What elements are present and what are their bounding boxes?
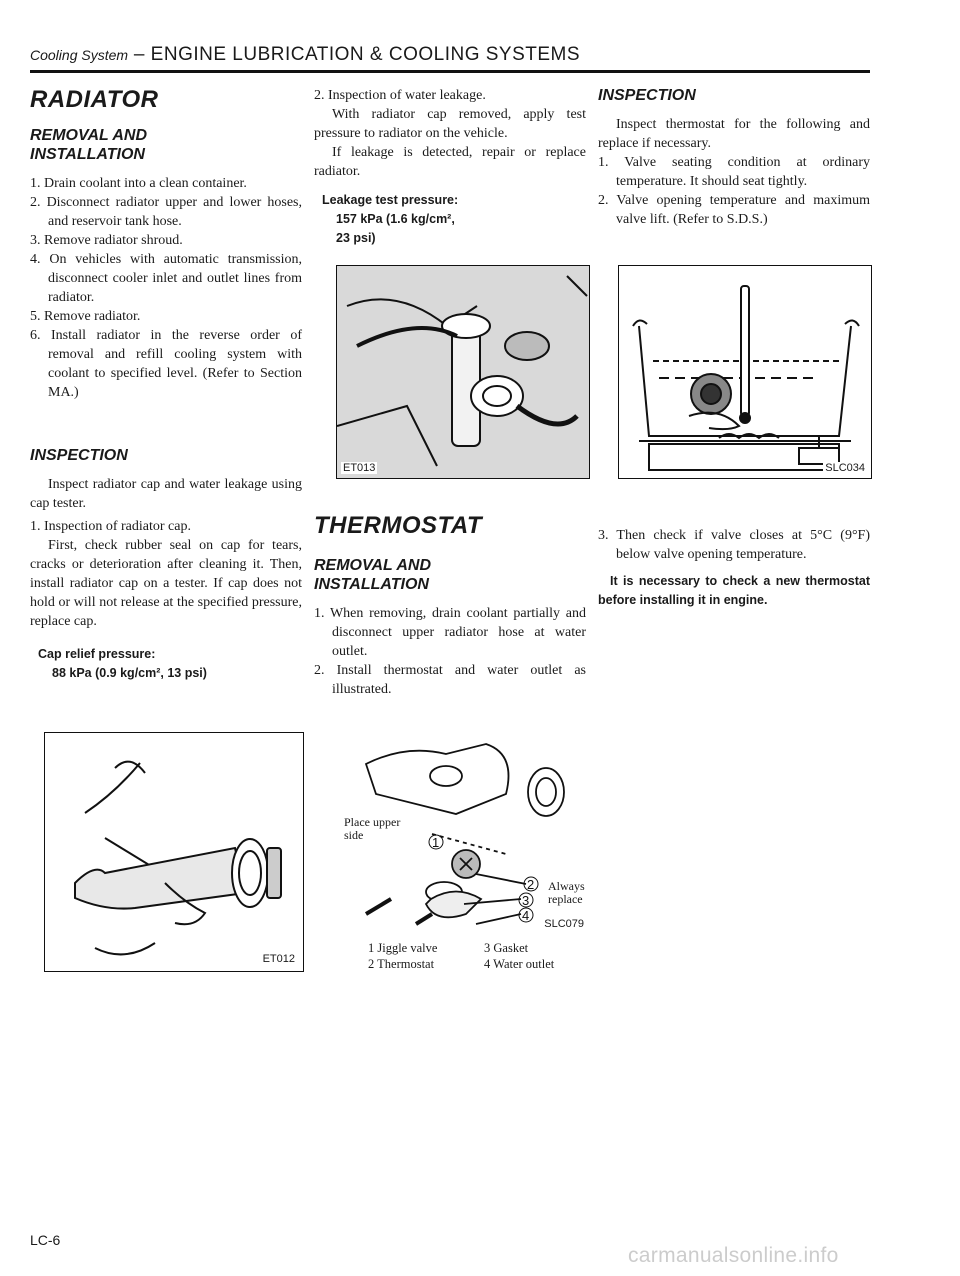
removal-step: 2. Disconnect radiator upper and lower hoses, and reservoir tank hose.	[30, 195, 302, 229]
cap-step: 1. Inspection of radiator cap.	[30, 519, 191, 534]
separator: –	[128, 44, 151, 65]
leak-spec-value: 157 kPa (1.6 kg/cm²,	[336, 212, 455, 226]
inspection-step: 1. Valve seating condition at ordinary temperature. It should seat tightly.	[598, 155, 870, 189]
leak-text: With radiator cap removed, apply test pressure to radiator on the vehicle.	[314, 107, 586, 141]
chapter-title: ENGINE LUBRICATION & COOLING SYSTEMS	[150, 44, 581, 65]
thermostat-inspection-intro: Inspect thermostat for the following and replace if necessary.	[598, 117, 870, 151]
figure-code: ET013	[343, 462, 376, 474]
figure-code: SLC079	[544, 918, 584, 930]
place-upper-label: Place upper side	[344, 815, 401, 842]
leak-spec-value-2: 23 psi)	[336, 231, 376, 245]
column-right	[598, 86, 870, 229]
cap-text: First, check rubber seal on cap for tears, cracks or deterioration after cleaning it. Then, install radiator cap on a tester. If cap does not hold or will not release at the specified pressure, replace cap.	[30, 538, 302, 629]
removal-step: 6. Install radiator in the reverse order of removal and refill cooling system with coolant to specified level. (Refer to Section MA.)	[30, 328, 302, 400]
removal-step: 5. Remove radiator.	[30, 309, 141, 324]
cap-spec	[30, 645, 302, 683]
figure-thermostat-test	[618, 265, 872, 479]
removal-step: 4. On vehicles with automatic transmission, disconnect cooler inlet and outlet lines from radiator.	[30, 252, 302, 305]
removal-step: 1. Drain coolant into a clean container.	[30, 176, 247, 191]
column-middle	[314, 86, 586, 248]
inspection-step: 2. Valve opening temperature and maximum valve lift. (Refer to S.D.S.)	[598, 193, 870, 227]
thermostat-step: 2. Install thermostat and water outlet as illustrated.	[314, 663, 586, 697]
radiator-removal-heading: REMOVAL AND INSTALLATION	[30, 127, 148, 163]
svg-text:3: 3	[522, 893, 530, 908]
inspection-step-3: 3. Then check if valve closes at 5°C (9°F) below valve opening temperature.	[598, 528, 870, 562]
page-header	[30, 44, 870, 73]
svg-text:1: 1	[432, 835, 440, 850]
legend-row: 1 Jiggle valve 3 Gasket	[368, 941, 529, 955]
new-thermostat-note: It is necessary to check a new thermostat before installing it in engine.	[598, 574, 870, 607]
figure-legend	[368, 940, 554, 972]
leak-test-illustration	[337, 266, 589, 478]
thermostat-test-illustration	[619, 266, 871, 478]
thermostat-title: THERMOSTAT	[314, 512, 483, 539]
thermostat-inspection-heading: INSPECTION	[598, 87, 696, 104]
thermostat-section	[314, 512, 586, 699]
section-name: Cooling System	[30, 47, 129, 63]
cap-spec-value: 88 kPa (0.9 kg/cm², 13 psi)	[52, 666, 207, 680]
thermostat-removal-heading: REMOVAL AND INSTALLATION	[314, 557, 432, 593]
page-number: LC-6	[30, 1232, 61, 1248]
leak-spec-label: Leakage test pressure:	[322, 193, 459, 207]
leak-text-2: If leakage is detected, repair or replace radiator.	[314, 145, 586, 179]
radiator-inspection-heading: INSPECTION	[30, 447, 128, 464]
cap-tester-illustration	[45, 733, 303, 971]
cap-spec-label: Cap relief pressure:	[38, 647, 156, 661]
column-right-lower	[598, 526, 870, 610]
figure-code: ET012	[262, 953, 295, 965]
leak-step: 2. Inspection of water leakage.	[314, 88, 486, 103]
leak-spec	[314, 191, 586, 248]
thermostat-step: 1. When removing, drain coolant partially and disconnect upper radiator hose at water outlet.	[314, 606, 586, 659]
figure-leak-test	[336, 265, 590, 479]
column-left	[30, 86, 302, 683]
removal-step: 3. Remove radiator shroud.	[30, 233, 183, 248]
legend-row: 2 Thermostat 4 Water outlet	[368, 957, 555, 971]
figure-code: SLC034	[825, 462, 865, 474]
svg-text:4: 4	[522, 908, 530, 923]
inspection-intro: Inspect radiator cap and water leakage using cap tester.	[30, 477, 302, 511]
figure-thermostat-assembly	[336, 724, 588, 932]
always-replace-label: Always replace	[548, 879, 585, 906]
watermark: carmanualsonline.info	[628, 1244, 839, 1267]
figure-cap-tester	[44, 732, 304, 972]
radiator-title: RADIATOR	[30, 86, 159, 113]
svg-text:2: 2	[527, 877, 535, 892]
